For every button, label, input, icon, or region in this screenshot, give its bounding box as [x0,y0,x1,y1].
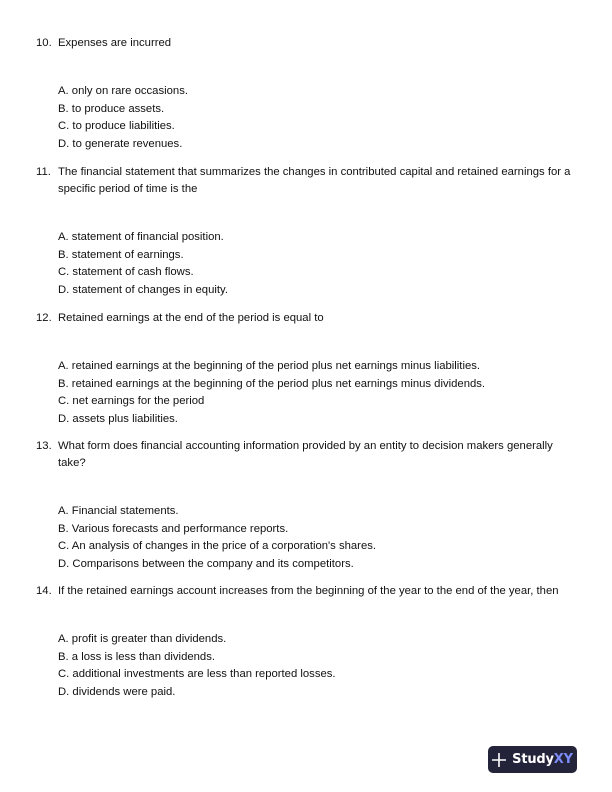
option-c: C. net earnings for the period [58,395,205,407]
brand-name-prefix: Study [512,752,554,767]
question-number: 13. [36,440,52,452]
question-13 [36,438,581,573]
option-d: D. dividends were paid. [58,685,176,698]
option-b: B. to produce assets. [58,102,165,115]
option-a: A. retained earnings at the beginning of the period plus net earnings minus liabilities. [58,360,481,372]
option-a: A. profit is greater than dividends. [58,633,227,645]
answer-options [36,83,581,153]
question-number: 12. [36,312,52,324]
option-c: C. additional investments are less than reported losses. [58,668,336,680]
question-stem [36,583,581,600]
option-c: C. to produce liabilities. [58,120,175,132]
option-a: A. statement of financial position. [58,231,224,243]
answer-options [36,503,581,573]
question-text: What form does financial accounting information provided by an entity to decision makers generally take? [58,440,553,469]
option-c: C. An analysis of changes in the price of a corporation's shares. [58,540,377,552]
answer-options [36,358,581,428]
question-number: 14. [36,585,52,597]
question-stem [36,310,581,327]
question-text: The financial statement that summarizes the changes in contributed capital and retained earnings for a specific period of time is the [58,166,571,195]
studyxy-logo [488,746,577,773]
question-14 [36,583,581,701]
question-stem [36,35,581,52]
option-c: C. statement of cash flows. [58,266,194,278]
option-d: D. Comparisons between the company and its competitors. [58,557,354,570]
question-text: Expenses are incurred [58,37,172,49]
option-b: B. retained earnings at the beginning of the period plus net earnings minus dividends. [58,377,486,390]
option-d: D. statement of changes in equity. [58,283,228,296]
option-a: A. Financial statements. [58,505,179,517]
plus-icon [492,753,506,767]
question-stem [36,164,581,198]
option-b: B. Various forecasts and performance reports. [58,522,289,535]
answer-options [36,631,581,701]
question-stem [36,438,581,472]
question-10 [36,35,581,153]
question-number: 11. [36,166,51,178]
question-text: If the retained earnings account increases from the beginning of the year to the end of the year, then [58,585,559,597]
brand-name-suffix: XY [553,752,573,767]
question-text: Retained earnings at the end of the period is equal to [58,312,324,324]
option-a: A. only on rare occasions. [58,85,188,97]
option-d: D. to generate revenues. [58,137,183,150]
question-12 [36,310,581,428]
option-d: D. assets plus liabilities. [58,412,178,425]
question-number: 10. [36,37,52,49]
question-11 [36,164,581,299]
option-b: B. statement of earnings. [58,248,184,261]
answer-options [36,229,581,299]
option-b: B. a loss is less than dividends. [58,650,215,663]
